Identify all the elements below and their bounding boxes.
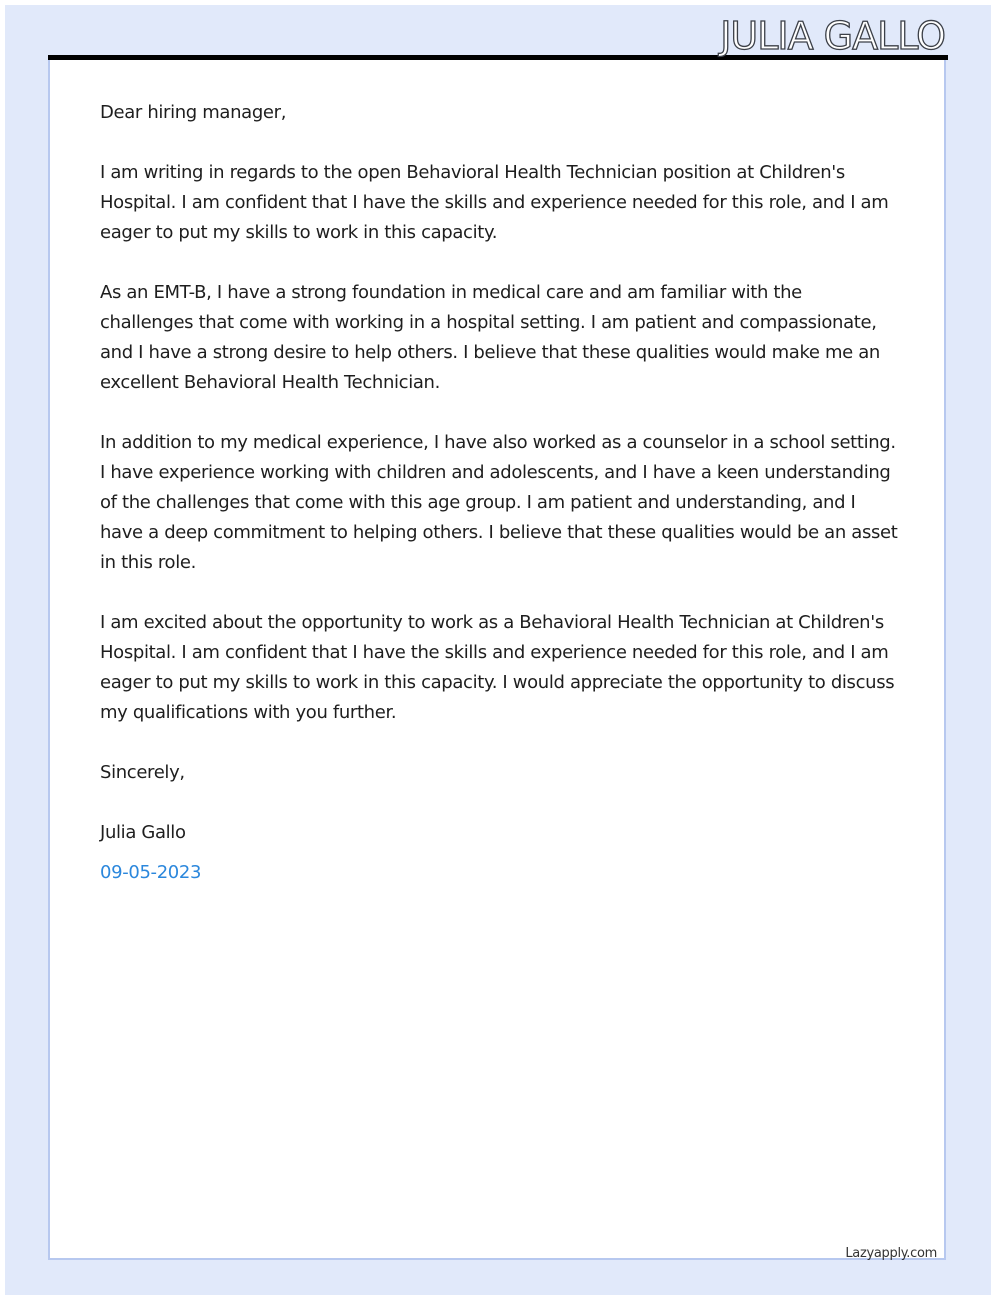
letter-paragraph: I am writing in regards to the open Behavioral Health Technician position at Children's Hospital. I am confident that I have the skills and experience needed for this role, and I am eager to put my skills to work in this capacity. bbox=[100, 162, 889, 243]
applicant-name-header: JULIA GALLO bbox=[720, 14, 945, 58]
signature-name: Julia Gallo bbox=[100, 822, 186, 843]
closing: Sincerely, bbox=[100, 762, 185, 783]
cover-letter-body bbox=[100, 98, 900, 918]
letter-date: 09-05-2023 bbox=[100, 862, 202, 883]
footer-watermark: Lazyapply.com bbox=[845, 1246, 937, 1261]
letter-paragraph: I am excited about the opportunity to work as a Behavioral Health Technician at Children's Hospital. I am confident that I have the skills and experience needed for this role, and I am eager to put my skills to work in this capacity. I would appreciate the opportunity to discuss my qualifications with you further. bbox=[100, 612, 895, 723]
salutation: Dear hiring manager, bbox=[100, 102, 287, 123]
letter-paragraph: In addition to my medical experience, I have also worked as a counselor in a school setting. I have experience working with children and adolescents, and I have a keen understanding of the challenges that come with this age group. I am patient and understanding, and I have a deep commitment to helping others. I believe that these qualities would be an asset in this role. bbox=[100, 432, 898, 573]
letter-paragraph: As an EMT-B, I have a strong foundation in medical care and am familiar with the challenges that come with working in a hospital setting. I am patient and compassionate, and I have a strong desire to help others. I believe that these qualities would make me an excellent Behavioral Health Technician. bbox=[100, 282, 880, 393]
